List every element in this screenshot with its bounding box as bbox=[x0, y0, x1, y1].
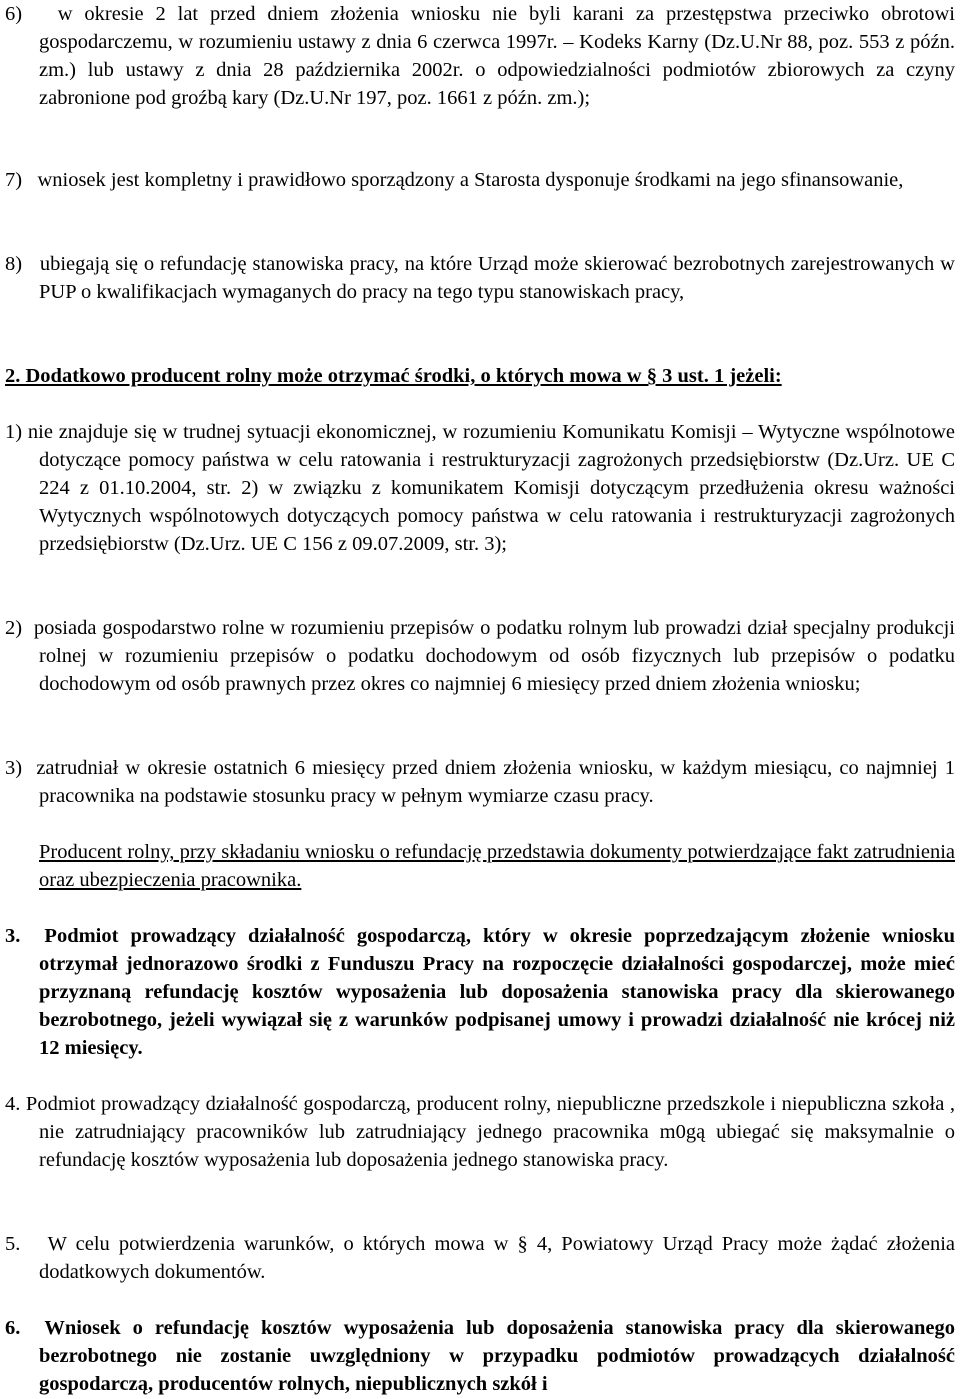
section-2-item-3: 3) zatrudniał w okresie ostatnich 6 miesięcy przed dniem złożenia wniosku, w każdym miesiącu, co najmniej 1 pracownika na podstawie stosunku pracy w pełnym wymiarze czasu pracy. bbox=[5, 757, 955, 807]
section-2-item-1: 1) nie znajduje się w trudnej sytuacji ekonomicznej, w rozumieniu Komunikatu Komisji – Wytyczne wspólnotowe dotyczące pomocy państwa w celu ratowania i restrukturyzacji zagrożonych przedsiębiorstw (Dz.Urz. UE C 224 z 01.10.2004, str. 2) w związku z komunikatem Komisji dotyczącym przedłużenia okresu ważności Wytycznych wspólnotowych dotyczących pomocy państwa w celu ratowania i restrukturyzacji zagrożonych przedsiębiorstw (Dz.Urz. UE C 156 z 09.07.2009, str. 3); bbox=[5, 421, 955, 555]
point-3: 3. Podmiot prowadzący działalność gospodarczą, który w okresie poprzedzającym złożenie wniosku otrzymał jednorazowo środki z Funduszu Pracy na rozpoczęcie działalności gospodarczej, może mieć przyznaną refundację kosztów wyposażenia lub doposażenia stanowiska pracy dla skierowanego bezrobotnego, jeżeli wywiązał się z warunków podpisanej umowy i prowadzi działalność nie krócej niż 12 miesięcy. bbox=[5, 925, 955, 1059]
section-2-heading: 2. Dodatkowo producent rolny może otrzymać środki, o których mowa w § 3 ust. 1 jeżeli: bbox=[5, 365, 782, 387]
section-2-note: Producent rolny, przy składaniu wniosku o refundację przedstawia dokumenty potwierdzające fakt zatrudnienia oraz ubezpieczenia pracownika. bbox=[39, 841, 955, 891]
section-2-item-2: 2) posiada gospodarstwo rolne w rozumieniu przepisów o podatku rolnym lub prowadzi dział specjalny produkcji rolnej w rozumieniu przepisów o podatku dochodowym od osób fizycznych lub przepisów o podatku dochodowym od osób prawnych przez okres co najmniej 6 miesięcy przed dniem złożenia wniosku; bbox=[5, 617, 955, 695]
point-6: 6. Wniosek o refundację kosztów wyposażenia lub doposażenia stanowiska pracy dla skierowanego bezrobotnego nie zostanie uwzględniony w przypadku podmiotów prowadzących działalność gospodarczą, producentów rolnych, niepublicznych szkół i bbox=[5, 1317, 955, 1395]
point-4: 4. Podmiot prowadzący działalność gospodarczą, producent rolny, niepubliczne przedszkole i niepubliczna szkoła , nie zatrudniający pracowników lub zatrudniający jednego pracownika m0gą ubiegać się maksymalnie o refundację kosztów wyposażenia lub doposażenia jednego stanowiska pracy. bbox=[5, 1093, 955, 1171]
condition-8: 8) ubiegają się o refundację stanowiska pracy, na które Urząd może skierować bezrobotnych zarejestrowanych w PUP o kwalifikacjach wymaganych do pracy na tego typu stanowiskach pracy, bbox=[5, 253, 955, 303]
condition-6: 6) w okresie 2 lat przed dniem złożenia wniosku nie byli karani za przestępstwa przeciwko obrotowi gospodarczemu, w rozumieniu ustawy z dnia 6 czerwca 1997r. – Kodeks Karny (Dz.U.Nr 88, poz. 553 z późn. zm.) lub ustawy z dnia 28 października 2002r. o odpowiedzialności podmiotów zbiorowych za czyny zabronione pod groźbą kary (Dz.U.Nr 197, poz. 1661 z późn. zm.); bbox=[5, 3, 955, 109]
condition-7: 7) wniosek jest kompletny i prawidłowo sporządzony a Starosta dysponuje środkami na jego sfinansowanie, bbox=[5, 169, 904, 191]
point-5: 5. W celu potwierdzenia warunków, o których mowa w § 4, Powiatowy Urząd Pracy może żądać złożenia dodatkowych dokumentów. bbox=[5, 1233, 955, 1283]
